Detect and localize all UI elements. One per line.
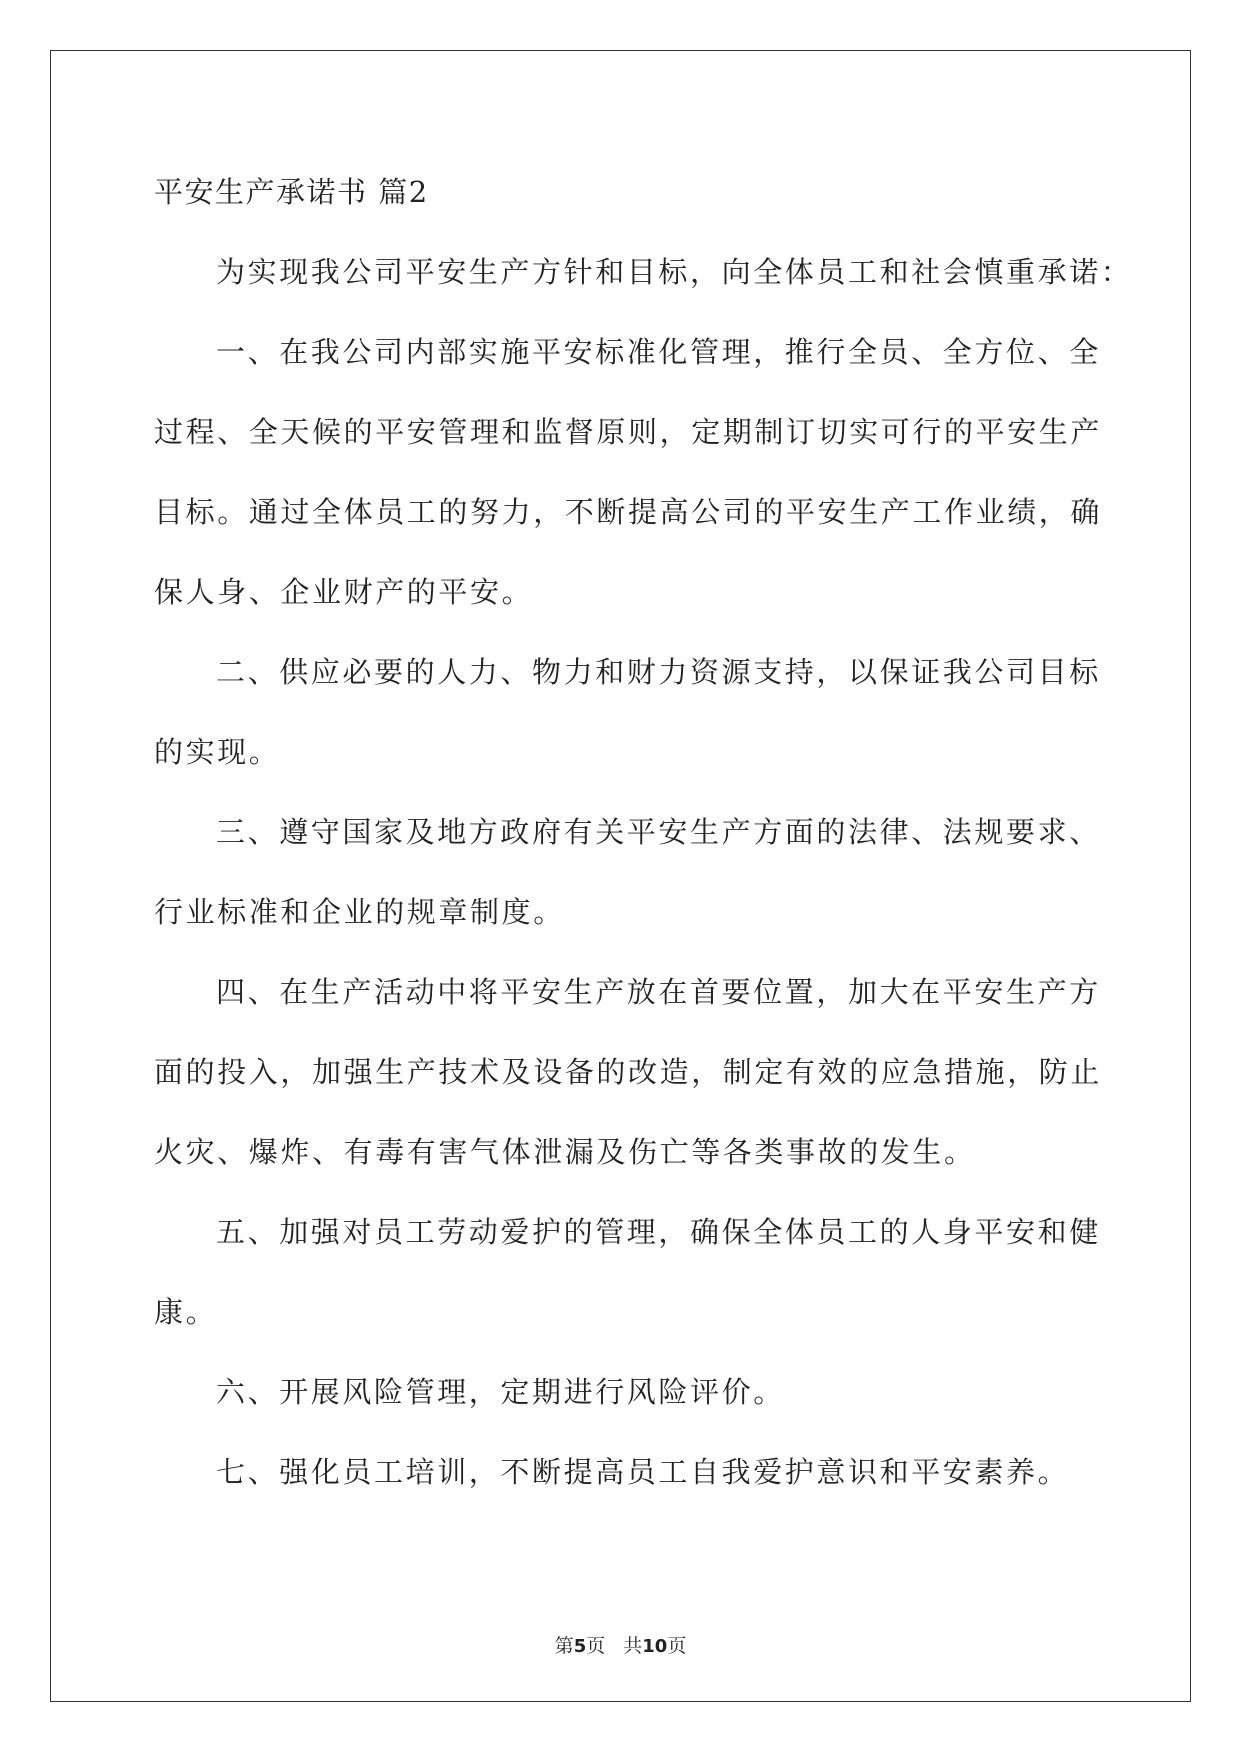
paragraph-7-line-1: 七、强化员工培训，不断提高员工自我爱护意识和平安素养。 (216, 1455, 1070, 1489)
paragraph-intro-line-1: 为实现我公司平安生产方针和目标，向全体员工和社会慎重承诺： (216, 255, 1133, 289)
paragraph-5-line-2: 康。 (154, 1295, 218, 1329)
total-prefix: 共 (623, 1635, 643, 1657)
paragraph-2-line-1: 二、供应必要的人力、物力和财力资源支持，以保证我公司目标 (216, 655, 1101, 689)
total-suffix: 页 (667, 1635, 687, 1657)
paragraph-1-line-4: 保人身、企业财产的平安。 (154, 575, 534, 609)
paragraph-2-line-2: 的实现。 (154, 735, 281, 769)
paragraph-4-line-3: 火灾、爆炸、有毒有害气体泄漏及伤亡等各类事故的发生。 (154, 1135, 976, 1169)
paragraph-1-line-1: 一、在我公司内部实施平安标准化管理，推行全员、全方位、全 (216, 335, 1101, 369)
paragraph-4-line-1: 四、在生产活动中将平安生产放在首要位置，加大在平安生产方 (216, 975, 1101, 1009)
document-title: 平安生产承诺书 篇2 (154, 175, 429, 209)
page-footer (0, 1634, 1241, 1659)
page-current: 5 (573, 1636, 587, 1657)
paragraph-5-line-1: 五、加强对员工劳动爱护的管理，确保全体员工的人身平安和健 (216, 1215, 1101, 1249)
paragraph-4-line-2: 面的投入，加强生产技术及设备的改造，制定有效的应急措施，防止 (154, 1055, 1103, 1089)
paragraph-1-line-2: 过程、全天候的平安管理和监督原则，定期制订切实可行的平安生产 (154, 415, 1103, 449)
page-suffix: 页 (586, 1635, 606, 1657)
paragraph-3-line-2: 行业标准和企业的规章制度。 (154, 895, 565, 929)
paragraph-1-line-3: 目标。通过全体员工的努力，不断提高公司的平安生产工作业绩，确 (154, 495, 1103, 529)
page-prefix: 第 (554, 1635, 574, 1657)
paragraph-3-line-1: 三、遵守国家及地方政府有关平安生产方面的法律、法规要求、 (216, 815, 1101, 849)
paragraph-6-line-1: 六、开展风险管理，定期进行风险评价。 (216, 1375, 785, 1409)
page-total: 10 (642, 1636, 668, 1657)
